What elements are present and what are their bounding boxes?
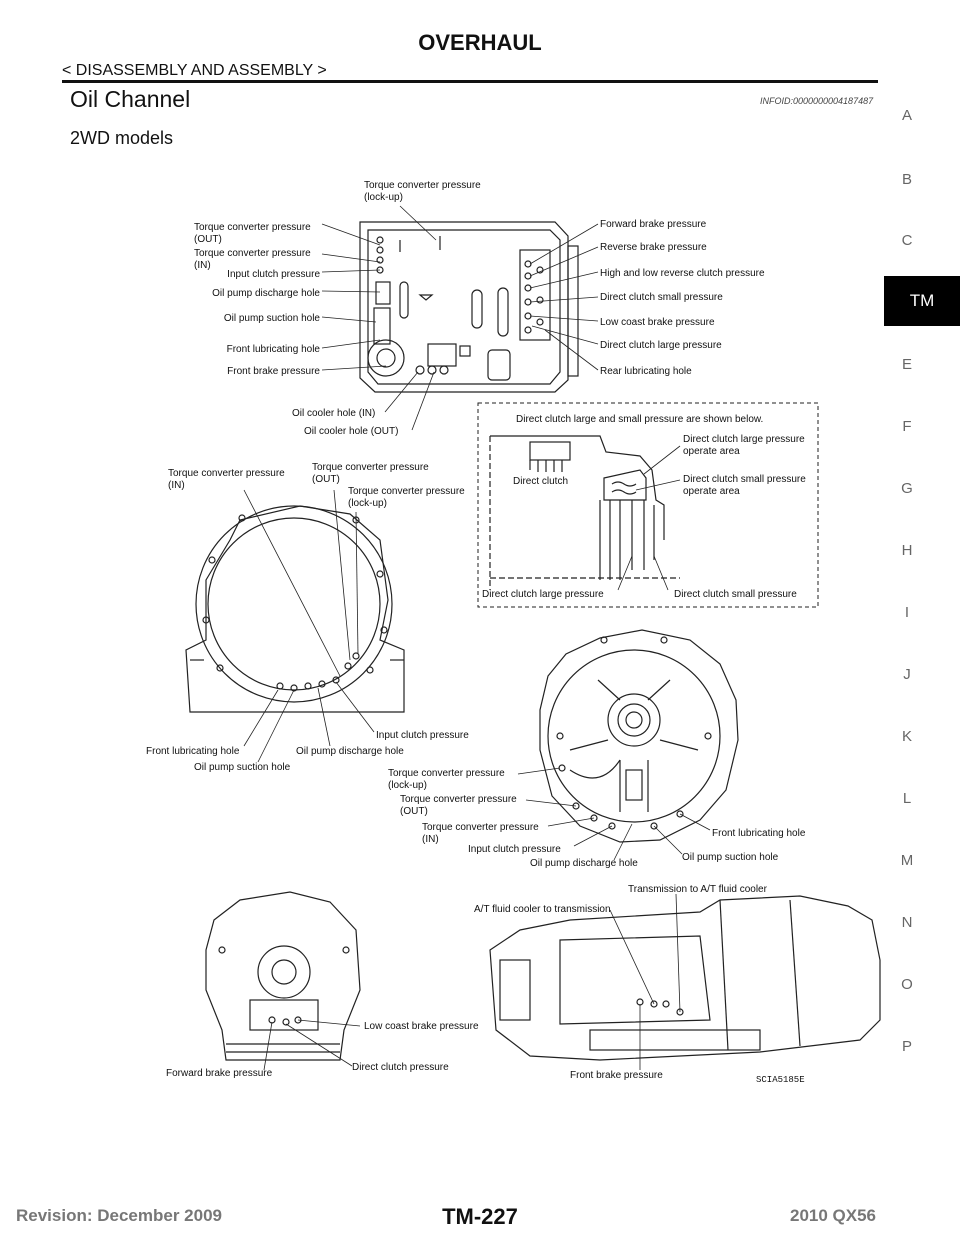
label: Front brake pressure bbox=[570, 1070, 663, 1081]
label: Input clutch pressure bbox=[468, 844, 561, 855]
side-index-active-tab[interactable]: TM bbox=[884, 276, 960, 326]
label: Direct clutch large pressure bbox=[482, 589, 604, 600]
transmission-case-front-drawing bbox=[540, 630, 738, 842]
label: Torque converter pressure bbox=[348, 486, 465, 497]
label: Oil pump suction hole bbox=[682, 852, 779, 863]
label: Torque converter pressure bbox=[364, 180, 481, 191]
label: operate area bbox=[683, 446, 740, 457]
label: Low coast brake pressure bbox=[364, 1021, 479, 1032]
label: (OUT) bbox=[312, 474, 340, 485]
label: Direct clutch large pressure bbox=[600, 340, 722, 351]
label: Torque converter pressure bbox=[422, 822, 539, 833]
footer-revision: Revision: December 2009 bbox=[16, 1206, 222, 1225]
side-index-letter[interactable]: M bbox=[900, 852, 914, 869]
label: Torque converter pressure bbox=[168, 468, 285, 479]
label: (lock-up) bbox=[348, 498, 387, 509]
side-index-letter[interactable]: B bbox=[901, 171, 912, 188]
label: Forward brake pressure bbox=[600, 219, 707, 230]
label: Direct clutch small pressure bbox=[683, 474, 806, 485]
label: Direct clutch bbox=[513, 476, 569, 487]
footer-model: 2010 QX56 bbox=[790, 1206, 877, 1225]
page-header-title: OVERHAUL bbox=[418, 30, 542, 55]
label: Front lubricating hole bbox=[146, 746, 240, 757]
label: Direct clutch large and small pressure are shown below. bbox=[516, 414, 764, 425]
info-id: INFOID:0000000004187487 bbox=[760, 96, 874, 106]
side-index-letter[interactable]: G bbox=[901, 480, 913, 497]
side-index-letter[interactable]: E bbox=[901, 356, 912, 373]
figure-id: SCIA5185E bbox=[756, 1075, 805, 1085]
side-index-letter[interactable]: A bbox=[901, 107, 912, 124]
label: Front lubricating hole bbox=[712, 828, 806, 839]
label: Torque converter pressure bbox=[194, 222, 311, 233]
label: Torque converter pressure bbox=[312, 462, 429, 473]
label: Oil cooler hole (OUT) bbox=[304, 426, 399, 437]
label: Direct clutch small pressure bbox=[600, 292, 723, 303]
side-index-letter[interactable]: F bbox=[902, 418, 912, 435]
section-title: Oil Channel bbox=[70, 86, 191, 112]
side-index-letter[interactable]: O bbox=[901, 976, 913, 993]
label: Direct clutch pressure bbox=[352, 1062, 449, 1073]
label: Rear lubricating hole bbox=[600, 366, 692, 377]
label: (OUT) bbox=[194, 234, 222, 245]
label: Oil pump suction hole bbox=[194, 762, 291, 773]
side-index-letter[interactable]: N bbox=[901, 914, 913, 931]
page-header-subtitle: < DISASSEMBLY AND ASSEMBLY > bbox=[62, 62, 327, 79]
label: (lock-up) bbox=[364, 192, 403, 203]
label: Reverse brake pressure bbox=[600, 242, 707, 253]
label: Input clutch pressure bbox=[376, 730, 469, 741]
label: Oil pump discharge hole bbox=[212, 288, 320, 299]
page-number: TM-227 bbox=[442, 1204, 518, 1229]
label: A/T fluid cooler to transmission bbox=[474, 904, 611, 915]
side-index-letter[interactable]: H bbox=[901, 542, 913, 559]
label: operate area bbox=[683, 486, 740, 497]
control-valve-body-drawing bbox=[360, 222, 578, 392]
label: (IN) bbox=[168, 480, 185, 491]
converter-housing-drawing bbox=[186, 506, 404, 712]
label: Forward brake pressure bbox=[166, 1068, 273, 1079]
side-index-letter[interactable]: L bbox=[902, 790, 912, 807]
label: Low coast brake pressure bbox=[600, 317, 715, 328]
side-index-letter[interactable]: K bbox=[901, 728, 912, 745]
side-index-letter[interactable]: P bbox=[901, 1038, 912, 1055]
label: (lock-up) bbox=[388, 780, 427, 791]
side-index-letter[interactable]: I bbox=[904, 604, 910, 621]
label: (IN) bbox=[422, 834, 439, 845]
label: Front lubricating hole bbox=[226, 344, 320, 355]
label: Oil pump discharge hole bbox=[530, 858, 638, 869]
label: Torque converter pressure bbox=[194, 248, 311, 259]
label: Direct clutch large pressure bbox=[683, 434, 805, 445]
side-index-letter[interactable]: C bbox=[901, 232, 913, 249]
label: Torque converter pressure bbox=[388, 768, 505, 779]
label: Torque converter pressure bbox=[400, 794, 517, 805]
label: High and low reverse clutch pressure bbox=[600, 268, 765, 279]
label: (IN) bbox=[194, 260, 211, 271]
label: Direct clutch small pressure bbox=[674, 589, 797, 600]
label: Front brake pressure bbox=[227, 366, 320, 377]
label: Transmission to A/T fluid cooler bbox=[628, 884, 767, 895]
subheading: 2WD models bbox=[70, 128, 174, 148]
label: Oil pump suction hole bbox=[223, 313, 320, 324]
label: Input clutch pressure bbox=[227, 269, 320, 280]
side-index-letter[interactable]: J bbox=[903, 666, 911, 683]
transmission-side-drawing bbox=[490, 896, 880, 1060]
label: (OUT) bbox=[400, 806, 428, 817]
label: Oil pump discharge hole bbox=[296, 746, 404, 757]
direct-clutch-section-drawing bbox=[490, 436, 680, 590]
label: Oil cooler hole (IN) bbox=[292, 408, 376, 419]
transmission-rear-drawing bbox=[206, 892, 360, 1060]
